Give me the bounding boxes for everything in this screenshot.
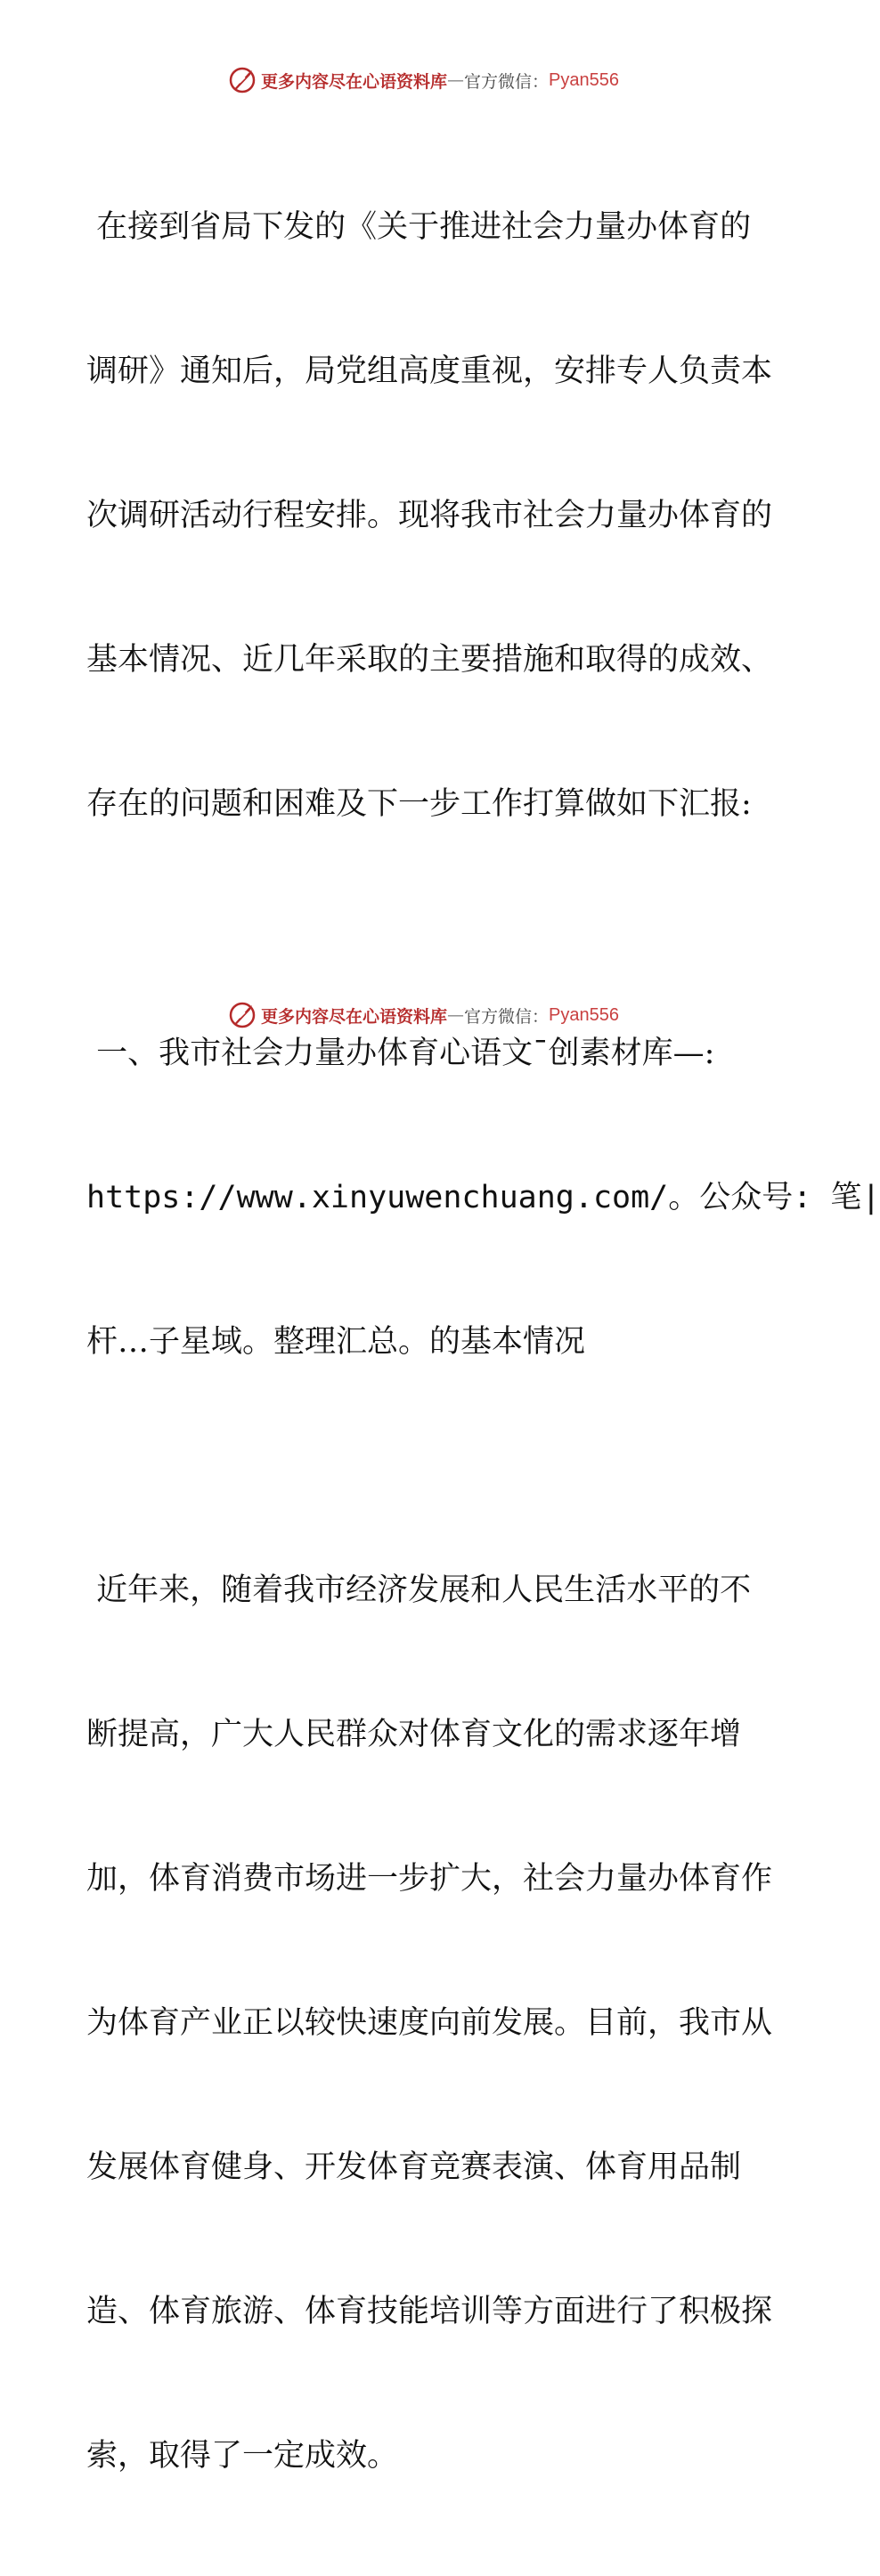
text-line: 造、体育旅游、体育技能培训等方面进行了积极探 bbox=[86, 2294, 773, 2329]
text-line: 加，体育消费市场进一步扩大，社会力量办体育作 bbox=[86, 1861, 773, 1897]
text-line: 近年来，随着我市经济发展和人民生活水平的不 bbox=[86, 1572, 752, 1608]
watermark-wechat-label: 官方微信： bbox=[464, 71, 550, 92]
text-line: 为体育产业正以较快速度向前发展。目前，我市从 bbox=[86, 2005, 773, 2041]
paragraph-overview bbox=[86, 1470, 773, 2576]
document-body bbox=[86, 107, 880, 2576]
watermark-wechat-label: 官方微信： bbox=[464, 1006, 550, 1027]
text-line: 断提高，广大人民群众对体育文化的需求逐年增 bbox=[86, 1717, 742, 1752]
footer-watermark-banner bbox=[0, 997, 846, 1033]
paragraph-intro bbox=[86, 107, 773, 924]
text-line: 索，取得了一定成效。 bbox=[86, 2438, 399, 2474]
text-line: 在接到省局下发的《关于推进社会力量办体育的 bbox=[86, 209, 752, 245]
watermark-wechat-id: Pyan556 bbox=[549, 1004, 619, 1025]
text-line: 存在的问题和困难及下一步工作打算做如下汇报: bbox=[86, 786, 752, 822]
quill-pen-icon bbox=[227, 1000, 257, 1030]
text-line: 次调研活动行程安排。现将我市社会力量办体育的 bbox=[86, 498, 773, 533]
text-line: 一、我市社会力量办体育心语文¯创素材库—: bbox=[86, 1036, 715, 1071]
text-line: 杆…子星域。整理汇总。的基本情况 bbox=[86, 1324, 586, 1360]
text-line-url: https://www.xinyuwenchuang.com/。公众号: 笔| bbox=[86, 1180, 880, 1215]
watermark-main-text: 更多内容尽在心语资料库 bbox=[261, 71, 448, 92]
header-watermark-banner bbox=[0, 62, 846, 98]
watermark-main-text: 更多内容尽在心语资料库 bbox=[261, 1006, 448, 1027]
watermark-dash: — bbox=[447, 70, 465, 90]
quill-pen-icon bbox=[227, 65, 257, 95]
watermark-dash: — bbox=[447, 1005, 465, 1025]
text-line: 发展体育健身、开发体育竞赛表演、体育用品制 bbox=[86, 2149, 742, 2185]
text-line: 基本情况、近几年采取的主要措施和取得的成效、 bbox=[86, 642, 773, 678]
text-line: 调研》通知后，局党组高度重视，安排专人负责本 bbox=[86, 353, 773, 389]
watermark-wechat-id: Pyan556 bbox=[549, 69, 619, 90]
